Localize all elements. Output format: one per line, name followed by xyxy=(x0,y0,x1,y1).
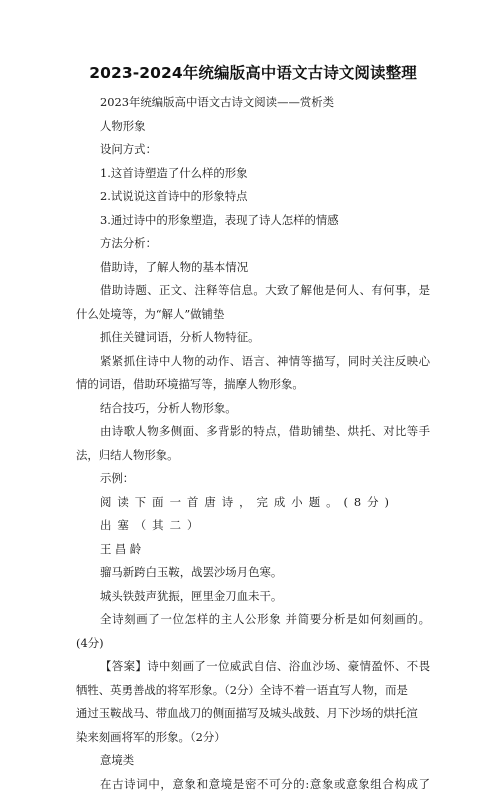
question-type-item-2: 2.试说说这首诗中的形象特点 xyxy=(76,185,430,209)
method-heading: 方法分析： xyxy=(76,232,430,256)
answer-line-4: 染来刻画将军的形象。（2分） xyxy=(76,726,430,750)
document-title: 2023-2024年统编版高中语文古诗文阅读整理 xyxy=(76,62,430,84)
method-point-3-text-line-1: 由诗歌人物多侧面、多背影的特点，借助铺垫、烘托、对比等手 xyxy=(76,420,430,444)
question-type-item-3: 3.通过诗中的形象塑造，表现了诗人怎样的情感 xyxy=(76,209,430,233)
poem-verse-1: 骝马新跨白玉鞍，战罢沙场月色寒。 xyxy=(76,561,430,585)
method-point-2-text-line-1: 紧紧抓住诗中人物的动作、语言、神情等描写，同时关注反映心 xyxy=(76,350,430,374)
artistic-conception-text-line-1: 在古诗词中，意象和意境是密不可分的:意象或意象组合构成了 xyxy=(76,773,430,796)
answer-line-3: 通过玉鞍战马、带血战刀的侧面描写及城头战鼓、月下沙场的烘托渲 xyxy=(76,702,430,726)
subtitle-line: 2023年统编版高中语文古诗文阅读——赏析类 xyxy=(76,91,430,115)
method-point-2-heading: 抓住关键词语，分析人物特征。 xyxy=(76,326,430,350)
method-point-1-text-line-2: 什么处境等，为“解人”做铺垫 xyxy=(76,303,430,327)
section-heading-artistic-conception: 意境类 xyxy=(76,749,430,773)
answer-line-1: 【答案】诗中刻画了一位威武自信、浴血沙场、豪情盈怀、不畏 xyxy=(76,655,430,679)
question-types-heading: 设问方式： xyxy=(76,138,430,162)
method-point-3-text-line-2: 法，归结人物形象。 xyxy=(76,444,430,468)
method-point-3-heading: 结合技巧，分析人物形象。 xyxy=(76,397,430,421)
example-instruction: 阅读下面一首唐诗，完成小题。(8分) xyxy=(76,491,430,515)
method-point-1-heading: 借助诗，了解人物的基本情况 xyxy=(76,256,430,280)
question-line-2: (4分) xyxy=(76,632,430,656)
question-line-1: 全诗刻画了一位怎样的主人公形象 并简要分析是如何刻画的。 xyxy=(76,608,430,632)
poem-author: 王昌龄 xyxy=(76,538,430,562)
section-heading-character-image: 人物形象 xyxy=(76,115,430,139)
answer-line-2: 牺牲、英勇善战的将军形象。（2分）全诗不着一语直写人物，而是 xyxy=(76,679,430,703)
method-point-2-text-line-2: 情的词语，借助环境描写等，揣摩人物形象。 xyxy=(76,373,430,397)
question-type-item-1: 1.这首诗塑造了什么样的形象 xyxy=(76,162,430,186)
poem-title: 出塞（其二） xyxy=(76,514,430,538)
example-heading: 示例： xyxy=(76,467,430,491)
poem-verse-2: 城头铁鼓声犹振，匣里金刀血未干。 xyxy=(76,585,430,609)
method-point-1-text-line-1: 借助诗题、正文、注释等信息。大致了解他是何人、有何事，是 xyxy=(76,279,430,303)
